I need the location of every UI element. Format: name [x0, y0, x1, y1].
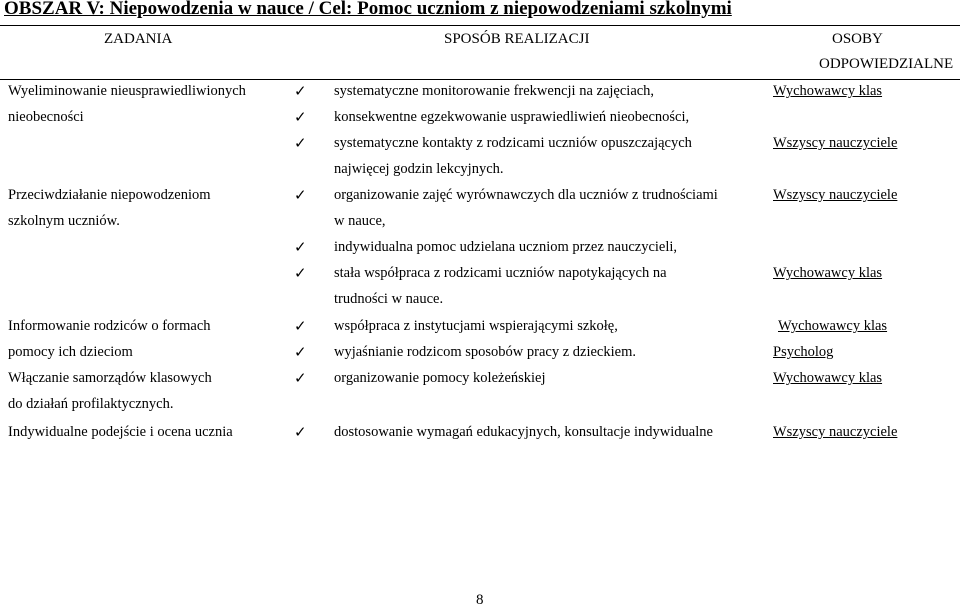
responsible-cell: Psycholog — [773, 344, 834, 360]
check-icon: ✓ — [294, 240, 307, 256]
responsible-cell: Wychowawcy klas — [778, 318, 888, 334]
check-icon: ✓ — [294, 84, 307, 100]
method-cell: organizowanie pomocy koleżeńskiej — [334, 370, 546, 386]
responsible-cell: Wszyscy nauczyciele — [773, 187, 898, 203]
responsible-cell: Wszyscy nauczyciele — [773, 424, 898, 440]
header-responsible-1: OSOBY — [832, 31, 883, 47]
header-responsible-2: ODPOWIEDZIALNE — [819, 56, 954, 72]
check-icon: ✓ — [294, 371, 307, 387]
check-icon: ✓ — [294, 319, 307, 335]
check-icon: ✓ — [294, 345, 307, 361]
task-cell: Indywidualne podejście i ocena ucznia — [8, 424, 233, 440]
method-cell: systematyczne monitorowanie frekwencji na zajęciach, konsekwentne egzekwowanie usprawiedliwień nieobecności, systematyczne kontakty z rodzicami uczniów opuszczających najwięcej godzin lekcyjnych. — [334, 83, 692, 177]
method-cell: współpraca z instytucjami wspierającymi szkołę, wyjaśnianie rodzicom sposobów pracy z dzieckiem. — [334, 318, 636, 360]
task-cell: Włączanie samorządów klasowych do działań profilaktycznych. — [8, 370, 212, 412]
check-icon: ✓ — [294, 266, 307, 282]
responsible-cell: Wychowawcy klas — [773, 265, 883, 281]
method-cell: organizowanie zajęć wyrównawczych dla uczniów z trudnościami w nauce, indywidualna pomoc udzielana uczniom przez nauczycieli, stała współpraca z rodzicami uczniów napotykających na trudności w nauce. — [334, 187, 718, 307]
header-method: SPOSÓB REALIZACJI — [444, 31, 590, 47]
responsible-cell: Wychowawcy klas — [773, 370, 883, 386]
responsible-cell: Wychowawcy klas — [773, 83, 883, 99]
task-cell: Informowanie rodziców o formach pomocy ich dzieciom — [8, 318, 211, 360]
page-number: 8 — [476, 592, 484, 608]
task-cell: Wyeliminowanie nieusprawiedliwionych nieobecności — [8, 83, 246, 125]
check-icon: ✓ — [294, 110, 307, 126]
check-icon: ✓ — [294, 425, 307, 441]
check-icon: ✓ — [294, 188, 307, 204]
method-cell: dostosowanie wymagań edukacyjnych, konsultacje indywidualne — [334, 424, 713, 440]
title-divider — [0, 25, 960, 26]
responsible-cell: Wszyscy nauczyciele — [773, 135, 898, 151]
task-cell: Przeciwdziałanie niepowodzeniom szkolnym uczniów. — [8, 187, 211, 229]
header-tasks: ZADANIA — [104, 31, 173, 47]
page-title: OBSZAR V: Niepowodzenia w nauce / Cel: Pomoc uczniom z niepowodzeniami szkolnymi — [4, 0, 732, 19]
check-icon: ✓ — [294, 136, 307, 152]
